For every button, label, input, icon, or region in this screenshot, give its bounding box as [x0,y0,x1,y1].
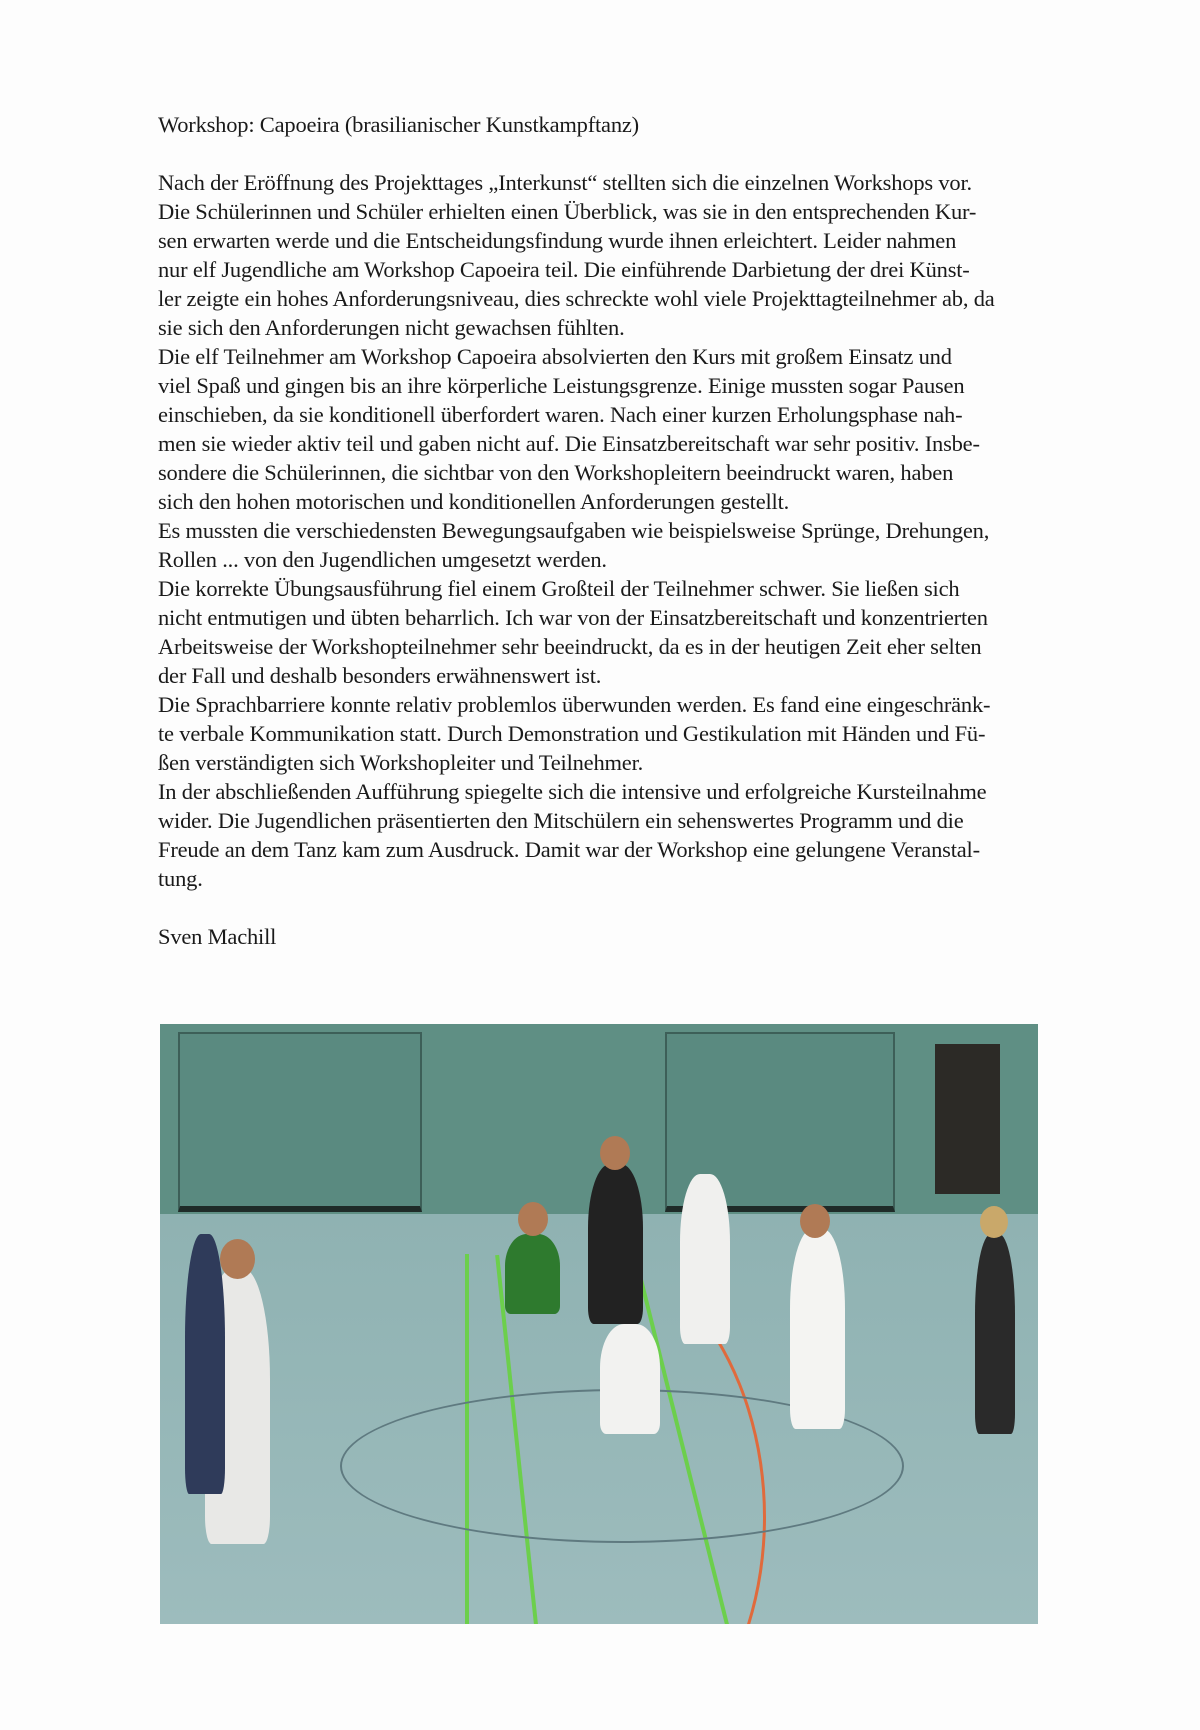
text-line: Die elf Teilnehmer am Workshop Capoeira absolvierten den Kurs mit großem Einsatz und [158,344,952,369]
text-line: ßen verständigten sich Workshopleiter und Teilnehmer. [158,750,644,775]
spectator [975,1234,1015,1434]
text-line: Freude an dem Tanz kam zum Ausdruck. Damit war der Workshop eine gelungene Veranstal- [158,837,980,862]
text-line: Die Schülerinnen und Schüler erhielten einen Überblick, was sie in den entsprechenden Kur- [158,199,977,224]
article-text [158,168,1118,893]
text-line: Rollen ... von den Jugendlichen umgesetzt werden. [158,547,607,572]
text-line: Die korrekte Übungsausführung fiel einem Großteil der Teilnehmer schwer. Sie ließen sich [158,576,960,601]
text-line: viel Spaß und gingen bis an ihre körperliche Leistungsgrenze. Einige mussten sogar Pausen [158,373,965,398]
spectator-head [980,1206,1008,1238]
spectator-head [220,1239,255,1279]
kicking-dancer [790,1229,845,1429]
dancer-head [800,1204,830,1238]
capoeira-dancer [680,1174,730,1344]
capoeira-workshop-photo [160,1024,1038,1624]
text-line: tung. [158,866,203,891]
drummer-head [518,1202,548,1236]
text-line: einschieben, da sie konditionell überfordert waren. Nach einer kurzen Erholungsphase nah- [158,402,963,427]
text-line: sondere die Schülerinnen, die sichtbar von den Workshopleitern beeindruckt waren, haben [158,460,954,485]
text-line: der Fall und deshalb besonders erwähnenswert ist. [158,663,602,688]
text-line: ler zeigte ein hohes Anforderungsniveau, dies schreckte wohl viele Projekttagteilnehmer ab, da [158,286,995,311]
author-signature: Sven Machill [158,924,277,949]
text-line: Nach der Eröffnung des Projekttages „Interkunst“ stellten sich die einzelnen Workshops vor. [158,170,972,195]
text-line: te verbale Kommunikation statt. Durch Demonstration und Gestikulation mit Händen und Fü- [158,721,986,746]
text-line: Es mussten die verschiedensten Bewegungsaufgaben wie beispielsweise Sprünge, Drehungen, [158,518,990,543]
text-line: Arbeitsweise der Workshopteilnehmer sehr beeindruckt, da es in der heutigen Zeit eher selten [158,634,982,659]
text-line: sich den hohen motorischen und konditionellen Anforderungen gestellt. [158,489,790,514]
instructor-head [600,1136,630,1170]
text-line: Die Sprachbarriere konnte relativ problemlos überwunden werden. Es fand eine eingeschränk- [158,692,991,717]
document-body [158,110,1118,951]
text-line: wider. Die Jugendlichen präsentierten den Mitschülern ein sehenswertes Programm und die [158,808,964,833]
crouching-student [600,1324,660,1434]
wall-panel [178,1032,422,1212]
capoeira-instructor [588,1164,643,1324]
document-title: Workshop: Capoeira (brasilianischer Kunstkampftanz) [158,112,639,137]
doorway [935,1044,1000,1194]
text-line: sie sich den Anforderungen nicht gewachsen fühlten. [158,315,625,340]
text-line: sen erwarten werde und die Entscheidungsfindung wurde ihnen erleichtert. Leider nahmen [158,228,957,253]
spectator [185,1234,225,1494]
text-line: In der abschließenden Aufführung spiegelte sich die intensive und erfolgreiche Kursteilnahme [158,779,987,804]
text-line: men sie wieder aktiv teil und gaben nicht auf. Die Einsatzbereitschaft war sehr positiv. Insbe- [158,431,980,456]
drummer [505,1234,560,1314]
text-line: nur elf Jugendliche am Workshop Capoeira teil. Die einführende Darbietung der drei Künst- [158,257,970,282]
text-line: nicht entmutigen und übten beharrlich. Ich war von der Einsatzbereitschaft und konzentrierten [158,605,988,630]
